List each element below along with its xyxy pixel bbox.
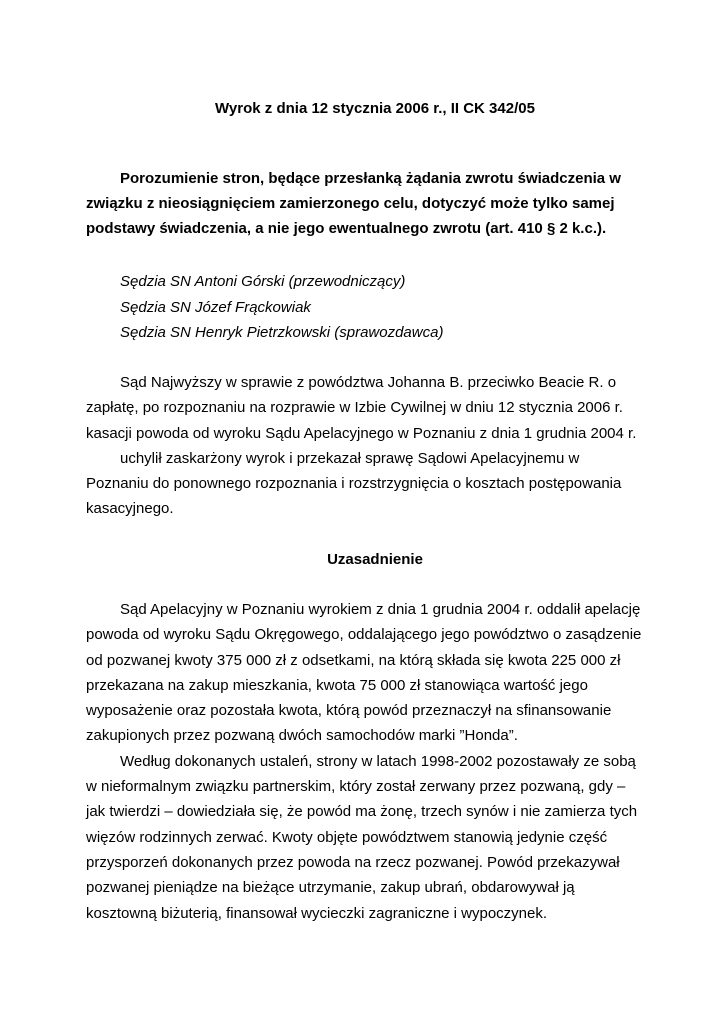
justification-line: od pozwanej kwoty 375 000 zł z odsetkami, na którą składa się kwota 225 000 zł — [86, 652, 621, 669]
justification-line: kosztowną biżuterią, finansował wycieczki zagraniczne i wypoczynek. — [86, 905, 548, 922]
justification-heading: Uzasadnienie — [327, 551, 423, 568]
justification-line: wyposażenie oraz pozostała kwota, którą powód przeznaczył na sfinansowanie — [86, 702, 612, 719]
justification-line: pozwanej pieniądze na bieżące utrzymanie, zakup ubrań, obdarowywał ją — [86, 879, 575, 896]
judge-line: Sędzia SN Józef Frąckowiak — [120, 299, 311, 316]
justification-line: Według dokonanych ustaleń, strony w latach 1998-2002 pozostawały ze sobą — [120, 753, 636, 770]
ruling-line: zapłatę, po rozpoznaniu na rozprawie w Izbie Cywilnej w dniu 12 stycznia 2006 r. — [86, 399, 623, 416]
justification-line: jak twierdzi – dowiedziała się, że powód ma żonę, trzech synów i nie zamierza tych — [86, 803, 638, 820]
ruling-line: kasacyjnego. — [86, 500, 174, 517]
justification-line: w nieformalnym związku partnerskim, który został zerwany przez pozwaną, gdy – — [86, 778, 626, 795]
justification-line: Sąd Apelacyjny w Poznaniu wyrokiem z dnia 1 grudnia 2004 r. oddalił apelację — [120, 601, 641, 618]
thesis-line: Porozumienie stron, będące przesłanką żądania zwrotu świadczenia w — [120, 170, 621, 187]
document-title: Wyrok z dnia 12 stycznia 2006 r., II CK 342/05 — [215, 100, 535, 117]
ruling-line: kasacji powoda od wyroku Sądu Apelacyjnego w Poznaniu z dnia 1 grudnia 2004 r. — [86, 425, 637, 442]
ruling-line: uchylił zaskarżony wyrok i przekazał sprawę Sądowi Apelacyjnemu w — [120, 450, 580, 467]
ruling-line: Poznaniu do ponownego rozpoznania i rozstrzygnięcia o kosztach postępowania — [86, 475, 622, 492]
thesis-line: związku z nieosiągnięciem zamierzonego celu, dotyczyć może tylko samej — [86, 195, 615, 212]
justification-line: zakupionych przez pozwaną dwóch samochodów marki ”Honda”. — [86, 727, 518, 744]
ruling-line: Sąd Najwyższy w sprawie z powództwa Johanna B. przeciwko Beacie R. o — [120, 374, 617, 391]
thesis-line: podstawy świadczenia, a nie jego ewentualnego zwrotu (art. 410 § 2 k.c.). — [86, 220, 607, 237]
justification-line: przekazana na zakup mieszkania, kwota 75 000 zł stanowiąca wartość jego — [86, 677, 588, 694]
judge-line: Sędzia SN Henryk Pietrzkowski (sprawozdawca) — [120, 324, 444, 341]
justification-line: powoda od wyroku Sądu Okręgowego, oddalającego jego powództwo o zasądzenie — [86, 626, 642, 643]
judge-line: Sędzia SN Antoni Górski (przewodniczący) — [120, 273, 406, 290]
justification-line: więzów rodzinnych zerwać. Kwoty objęte powództwem stanowią jedynie część — [86, 829, 608, 846]
justification-line: przysporzeń dokonanych przez powoda na rzecz pozwanej. Powód przekazywał — [86, 854, 620, 871]
